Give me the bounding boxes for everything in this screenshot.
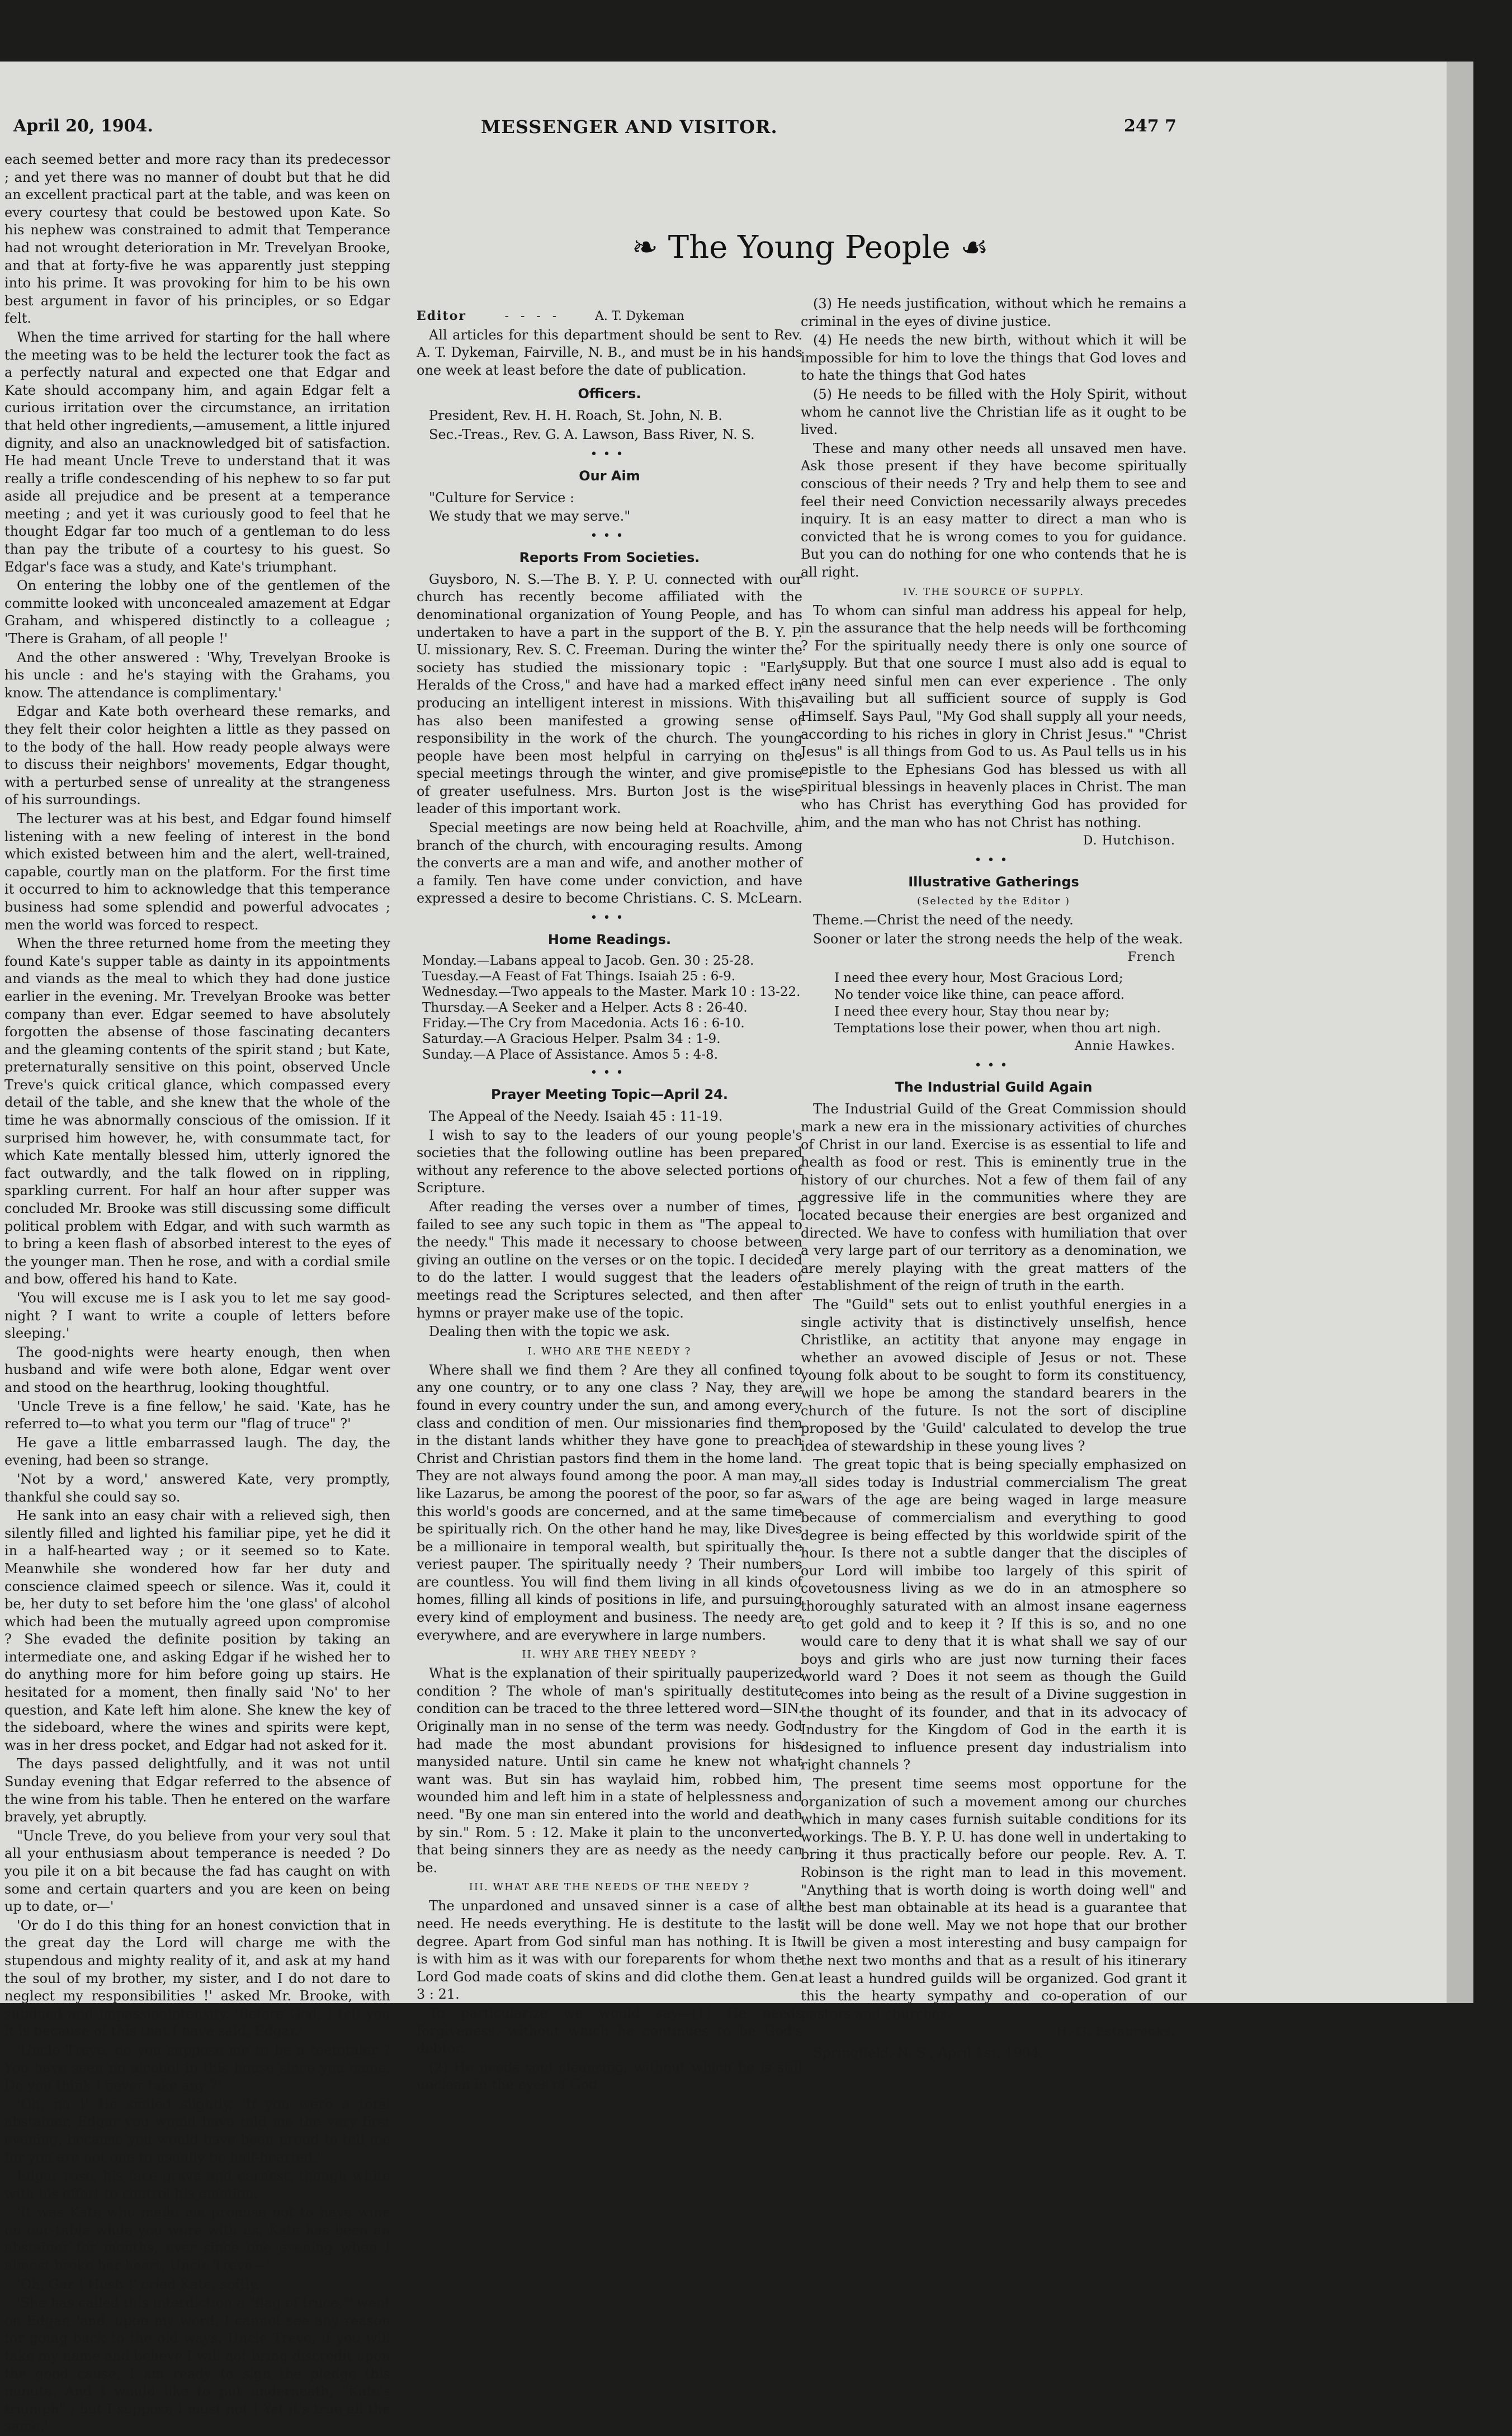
story-paragraph: 'Not by a word,' answered Kate, very promptly, thankful she could say so. — [4, 1471, 390, 1505]
story-paragraph: Edgar rose, his face grave and earnest, though white with his effort to control his emotion. — [4, 2168, 390, 2202]
signature: H. G. Estabrooks. — [1056, 2025, 1175, 2040]
quote-attribution: French — [1127, 950, 1175, 965]
story-paragraph: 'She has called this interdiction a "flag of truce,"' went on Edgar, 'and, upon my word, I cannot see any reason for going back to the old ways. Uncle Treve, if you will take my name and believe I will not bring discredit upon the good cause, I am ready to sign the pledge this minute. And I would like to put underneath, "Kate's triumph" ; but I suppose I must not ! Yet it's true all the same.' — [4, 2295, 390, 2435]
aim-heading: Our Aim — [579, 468, 640, 484]
needs-paragraph: (5) He needs to be filled with the Holy Spirit, without whom he cannot live the Christian life as it ought to be lived. — [801, 386, 1187, 438]
section-title-text: The Young People — [668, 229, 951, 266]
reports-heading: Reports From Societies. — [519, 549, 700, 565]
story-paragraph: And the other answered : 'Why, Trevelyan Brooke is his uncle : and he's staying with the Grahams, you know. The attendance is complimentary.' — [4, 649, 390, 701]
report-paragraph: Guysboro, N. S.—The B. Y. P. U. connected with our church has recently become affiliated with the denominational organization of Young People, and has undertaken to have a part in the support of the B. Y. P. U. missionary, Rev. S. C. Freeman. During the winter the society has studied the missionary topic : "Early Heralds of the Cross," and have had a marked effect in producing an intelligent interest in missions. With this has also been manifested a growing sense of responsibility in the work of the church. The young people have been most helpful in carrying on the special meetings through the winter, and give promise of greater usefulness. Mrs. Burton Jost is the wise leader of this important work. — [417, 571, 802, 817]
story-paragraph: When the three returned home from the meeting they found Kate's supper table as dainty in its appointments and viands as the meal to which they had done justice earlier in the evening. Mr. Trevelyan Brooke was better company than ever. Edgar seemed to have absolutely forgotten the absense of those fascinating decanters and the gleaming contents of the spirit stand ; but Kate, preternaturally sensitive on this point, observed Uncle Treve's quick critical glance, which compassed every detail of the table, and she knew that the whole of the time he was abnormally conscious of the omission. If it surprised him however, he, with consummate tact, for which Kate mentally blessed him, utterly ignored the fact outwardly, and the talk flowed on in rippling, sparkling current. For half an hour after supper was concluded Mr. Brooke was still discussing some difficult political problem with Edgar, and with such warmth as to bring a keen flash of absorbed interest to the eyes of the younger man. Then he rose, and with a cordial smile and bow, offered his hand to Kate. — [4, 936, 390, 1287]
needs-paragraph: (2) He needs soul cleansing, without which he is still unclean in the eyes of God. — [417, 2059, 802, 2093]
page-edge — [1447, 62, 1473, 2003]
divider-dots: ••• — [590, 528, 629, 543]
story-paragraph: He gave a little embarrassed laugh. The day, the evening, had been so strange. — [4, 1434, 390, 1469]
story-paragraph: The good-nights were hearty enough, then when husband and wife were both alone, Edgar went over and stood on the hearthrug, looking thoughtful. — [4, 1344, 390, 1395]
young-people-column-1 — [417, 308, 802, 2093]
divider-dots: ••• — [974, 853, 1013, 868]
poem-line: I need thee every hour, Stay thou near by; — [834, 1004, 1110, 1019]
reading-item: Saturday.—A Gracious Helper. Psalm 34 : 1-9. — [422, 1032, 721, 1047]
needs-paragraph: (3) He needs justification, without which he remains a criminal in the eyes of divine justice. — [801, 296, 1187, 329]
story-paragraph: On entering the lobby one of the gentlemen of the committe looked with unconcealed amazement at Edgar Graham, and whispered distinctly to a colleague ; 'There is Graham, of all people !' — [4, 578, 390, 647]
signature: D. Hutchison. — [1083, 834, 1175, 848]
story-paragraph: When the time arrived for starting for the hall where the meeting was to be held the lecturer took the fact as a perfectly natural and expected one that Edgar and Kate should accompany him, and again Edgar felt a curious irritation over the circumstance, an irritation that held other ingredients,—amusement, a little injured dignity, and also an unacknowledged bit of satisfaction. He had meant Uncle Treve to understand that it was really a trifle condescending of his nephew to so far put aside all prejudice and be present at a temperance meeting ; and yet it was curiously good to feel that he thought Edgar far too much of a gentleman to do less than pay the tribute of a courtesy to his guest. So Edgar's face was a study, and Kate's triumphant. — [4, 329, 390, 575]
story-column — [4, 151, 390, 2435]
dateline: Springfield, N. S., April 1st, 1904. — [813, 2045, 1043, 2061]
needs-paragraph: The unpardoned and unsaved sinner is a case of all need. He needs everything. He is destitute to the last degree. Apart from God sinful man has nothing. It is It is with him as it was with our foreparents for whom the Lord God made coats of skins and did clothe them. Gen. 3 : 21. — [417, 1898, 802, 2003]
needs-paragraph: (4) He needs the new birth, without which it will be impossible for him to love the things that God loves and to hate the things that God hates — [801, 332, 1187, 384]
aim-line: "Culture for Service : — [429, 489, 575, 506]
story-paragraph: 'Oh, Gar ! Hush !' cried Kate, softly. — [17, 2276, 260, 2292]
subheading: II. WHY ARE THEY NEEDY ? — [522, 1649, 697, 1661]
report-paragraph: Special meetings are now being held at Roachville, a branch of the church, with encouraging results. Among the converts are a man and wife, and another mother of a family. Ten have come under conviction, and have expressed a desire to become Christians. C. S. McLearn. — [417, 820, 802, 907]
poem-line: Temptations lose their power, when thou art nigh. — [834, 1021, 1161, 1036]
story-paragraph: 'It was Kate who made me promise not to have wine on our table while you were with us. Kate has been an abstainer for months, ever since one evening when I almost broke her heart, Uncle Treve—' — [4, 2204, 390, 2274]
story-paragraph: 'Oh, no !' He smiled slightly. 'If you were a total abstainer, Edgar you would have told me the very first evening, because you would have been proud to tell me for you are not one to usually be half-hearted.' — [4, 2096, 390, 2165]
page-number: 247 7 — [1124, 116, 1176, 136]
divider-dots: ••• — [974, 1059, 1013, 1073]
prayer-heading: Prayer Meeting Topic—April 24. — [491, 1087, 728, 1103]
editor-line: Editor - - - - A. T. Dykeman — [417, 309, 684, 323]
poem-line: I need thee every hour, Most Gracious Lord; — [834, 971, 1123, 986]
prayer-topic: The Appeal of the Needy. Isaiah 45 : 11-19. — [429, 1108, 723, 1125]
reading-item: Tuesday.—A Feast of Fat Things. Isaiah 25 : 6-9. — [422, 969, 736, 984]
supply-paragraph: To whom can sinful man address his appeal for help, in the assurance that the help needs will be forthcoming ? For the spiritually needy there is only one source of supply. But that one source I must also add is equal to any need sinful men can ever experience . The only availing but all sufficient source of supply is God Himself. Says Paul, "My God shall supply all your needs, according to his riches in glory in Christ Jesus." "Christ Jesus" is all things from God to us. As Paul tells us in his epistle to the Ephesians God has blessed us with all spiritual blessings in heavenly places in Christ. The man who has Christ has everything God has provided for him, and the man who has not Christ has nothing. — [801, 602, 1187, 830]
quote-line: Sooner or later the strong needs the help of the weak. — [813, 931, 1183, 947]
newspaper-page — [0, 62, 1473, 2435]
why-paragraph: What is the explanation of their spiritually pauperized condition ? The whole of man's spiritually destitute condition can be traced to the three lettered word—SIN. Originally man in no sense of the term was needy. God had made the most abundant provisions for his manysided nature. Until sin came he knew not what want was. But sin has waylaid him, robbed him, wounded him and left him in a state of helplessness and need. "By one man sin entered into the world and death by sin." Rom. 5 : 12. Make it plain to the unconverted that being sinners they are as needy as the needy can be. — [417, 1665, 802, 1876]
officer-president: President, Rev. H. H. Roach, St. John, N. B. — [429, 408, 722, 424]
section-title — [632, 229, 989, 266]
home-readings-heading: Home Readings. — [547, 932, 672, 948]
guild-paragraph: The present time seems most opportune for the organization of such a movement among our churches which in many cases furnish suitable conditions for its workings. The B. Y. P. U. has done well in undertaking to bring it thus practically before our people. Rev. A. T. Robinson is the right man to lead in this movement. "Anything that is worth doing is worth doing well" and the best man obtainable at its head is a guarantee that it will be done well. May we not hope that our brother will be given a most interesting and busy campaign for the next two months and that as a result of his itinerary at least a hundred guilds will be organized. God grant it this the hearty sympathy and co-operation of our pastors and churches. — [801, 1776, 1187, 2022]
ornament-icon: ❧ — [632, 229, 668, 266]
guild-paragraph: The great topic that is being specially emphasized on all sides today is Industrial commercialism The great wars of the age are being waged in large measure because of commercialism and everything to good degree is being effected by this worldwide spirit of the hour. Is there not a subtle danger that the disciples of our Lord will imbibe too largely of this spirit of covetousness living as we do in an atmosphere so thoroughly saturated with an almost insane eagerness to get gold and to keep it ? If this is so, and no one would care to deny that it is what shall we say of our boys and girls who are just now turning their faces world ward ? Does it not seem as though the Guild comes into being as the result of a Divine suggestion in the thought of its founder, and that in its advocacy of Industry for the Kingdom of God in the earth it is designed to influence present day industrialism into right channels ? — [801, 1457, 1187, 1773]
guild-paragraph: The "Guild" sets out to enlist youthful energies in a single activity that is distinctively unselfish, hence Christlike, an actitity that anyone may engage in whether an avowed disciple of Jesus or not. These young folk about to be sought to form its constituency, will we hope be among the standard bearers in the church of the future. Is not the sort of discipline proposed by the 'Guild' calculated to develop the true idea of stewardship in these young lives ? — [801, 1296, 1187, 1454]
story-paragraph: 'Uncle Treve, do you suppose me to be a teetotaler ? You have seen no alcohol in this house since you came. Do you think I never take any ?' — [4, 2042, 390, 2094]
reading-item: Sunday.—A Place of Assistance. Amos 5 : 4-8. — [422, 1047, 718, 1063]
story-paragraph: 'You will excuse me is I ask you to let me say good-night ? I want to write a couple of letters before sleeping.' — [4, 1290, 390, 1342]
subheading: III. WHAT ARE THE NEEDS OF THE NEEDY ? — [469, 1881, 750, 1894]
issue-date: April 20, 1904. — [13, 116, 153, 136]
submission-notice: All articles for this department should be sent to Rev. A. T. Dykeman, Fairville, N. B., and must be in his hands one week at least before the date of publication. — [417, 327, 802, 378]
story-paragraph: 'Uncle Treve is a fine fellow,' he said. 'Kate, has he referred to—to what you term our "flag of truce" ?' — [4, 1398, 390, 1432]
illustrative-heading: Illustrative Gatherings — [908, 874, 1079, 890]
poem-line: No tender voice like thine, can peace afford. — [834, 988, 1125, 1003]
subheading: IV. THE SOURCE OF SUPPLY. — [903, 586, 1085, 598]
guild-heading: The Industrial Guild Again — [895, 1079, 1093, 1096]
prayer-paragraph: After reading the verses over a number of times, I failed to see any such topic in them as "The appeal to the needy." This made it necessary to choose between giving an outline on the verses or on the topic. I decided to do the latter. I would suggest that the leaders of meetings read the Scriptures selected, and then after hymns or prayer make use of the topic. — [417, 1199, 802, 1321]
story-paragraph: Edgar and Kate both overheard these remarks, and they felt their color heighten a little as they passed on to the body of the hall. How ready people always were to discuss their neighbors' movements, Edgar thought, with a perturbed sense of unreality at the strangeness of his surroundings. — [4, 704, 390, 808]
story-paragraph: 'Or do I do this thing for an honest conviction that in the great day the Lord will charge me with the stupendous and mighty reality of it, and ask at my hand the soul of my brother, my sister, and I do not dare to neglect my responsibilities !' asked Mr. Brooke, with subdued and impassionintensity. 'Before God, I tell you it is because of this that I have said, Edgar.' — [4, 1917, 390, 2040]
poem-attribution: Annie Hawkes. — [1074, 1039, 1175, 1054]
prayer-paragraph: Dealing then with the topic we ask. — [429, 1324, 670, 1340]
subheading: I. WHO ARE THE NEEDY ? — [527, 1345, 692, 1357]
story-paragraph: "Uncle Treve, do you believe from your very soul that all your enthusiasm about temperance is needed ? Do you pile it on a bit because the fad has caught on with some and certain quarters and you are keen on being up to date, or—' — [4, 1828, 390, 1915]
officer-secretary: Sec.-Treas., Rev. G. A. Lawson, Bass River, N. S. — [429, 426, 755, 442]
divider-dots: ••• — [590, 911, 629, 926]
divider-dots: ••• — [590, 447, 629, 461]
needs-paragraph: To particularize we would say—(1) He needs forgiveness, without which he continues to be God's debtor. — [417, 2005, 802, 2057]
hymn-verse — [834, 970, 1187, 1037]
young-people-column-2 — [801, 295, 1187, 2061]
needy-paragraph: Where shall we find them ? Are they all confined to any one country, or to any one class ? Nay, they are found in every country under the sun, and among every class and condition of men. Our missionaries find them in the distant lands whither they have gone to preach Christ and Christian pastors find them in the home land. They are not always found among the poor. A man may, like Lazarus, be among the poorest of the poor, so far as this world's goods are concerned, and at the same time be spiritually rich. On the other hand he may, like Dives be a millionaire in temporal wealth, but spiritually the veriest pauper. The spiritually needy ? Their numbers are countless. You will find them living in all kinds of homes, filling all kinds of positions in life, and pursuing every kind of employment and business. The needy are everywhere, and are everywhere in large numbers. — [417, 1362, 802, 1643]
story-paragraph: each seemed better and more racy than its predecessor ; and yet there was no manner of doubt but that he did an excellent practical part at the table, and was keen on every courtesy that could be bestowed upon Kate. So his nephew was constrained to admit that Temperance had not wrought deterioration in Mr. Trevelyan Brooke, and that at forty-five he was apparently just stepping into his prime. It was provoking for him to be his own best argument in favor of his principles, or so Edgar felt. — [4, 152, 390, 327]
theme-line: Theme.—Christ the need of the needy. — [813, 912, 1074, 928]
reading-item: Wednesday.—Two appeals to the Master. Mark 10 : 13-22. — [422, 985, 801, 1000]
illustrative-subheading: (Selected by the Editor ) — [916, 895, 1071, 908]
reading-item: Friday.—The Cry from Macedonia. Acts 16 : 6-10. — [422, 1016, 745, 1031]
story-paragraph: He sank into an easy chair with a relieved sigh, then silently filled and lighted his familiar pipe, yet he did it in a half-hearted way ; or it seemed so to Kate. Meanwhile she wondered how far her duty and conscience claimed speech or silence. Was it, could it be, her duty to set before him the 'one glass' of alcohol which had been the mutually agreed upon compromise ? She evaded the definite position by taking an intermediate one, and asking Edgar if he wished her to do anything more for him before going up stairs. He hesitated for a moment, then finally said 'No' to her question, and Kate left him alone. She knew the key of the sideboard, where the wines and spirits were kept, was in her dress pocket, and Edgar had not asked for it. — [4, 1508, 390, 1753]
reading-item: Monday.—Labans appeal to Jacob. Gen. 30 : 25-28. — [422, 953, 754, 969]
divider-dots: ••• — [590, 1066, 629, 1080]
story-paragraph: The days passed delightfully, and it was not until Sunday evening that Edgar referred to the absence of the wine from his table. Then he entered on the warfare bravely, yet abruptly. — [4, 1756, 390, 1825]
prayer-paragraph: I wish to say to the leaders of our young people's societies that the following outline has been prepared without any reference to the above selected portions of Scripture. — [417, 1127, 802, 1196]
masthead: MESSENGER AND VISITOR. — [481, 116, 778, 138]
officers-heading: Officers. — [578, 386, 641, 402]
needs-paragraph: These and many other needs all unsaved men have. Ask those present if they have become spiritually conscious of their needs ? Try and help them to see and feel their need Conviction necessarily always precedes inquiry. It is an easy matter to direct a man who is convicted that he is wrong comes to you for guidance. But you can do nothing for one who contends that he is all right. — [801, 440, 1187, 580]
guild-paragraph: The Industrial Guild of the Great Commission should mark a new era in the missionary activities of churches of Christ in our land. Exercise is as essential to life and health as food or rest. This is eminently true in the history of our churches. Not a few of them fail of any aggressive life in the communities where they are located because their energies are best organized and directed. We have to confess with humiliation that over a very large part of our territory as a denomination, we are merely playing with the great matters of the establishment of the reign of truth in the earth. — [801, 1101, 1187, 1294]
aim-line: We study that we may serve." — [429, 508, 631, 525]
reading-item: Thursday.—A Seeker and a Helper. Acts 8 : 26-40. — [422, 1000, 748, 1016]
story-paragraph: The lecturer was at his best, and Edgar found himself listening with a new feeling of interest in the bond which existed between him and the alert, well-trained, capable, courtly man on the platform. For the first time it occurred to him to acknowledge that this temperance business had some splendid and powerful advocates ; men the world was forced to respect. — [4, 810, 390, 933]
readings-list — [422, 953, 802, 1063]
ornament-icon: ☙ — [950, 229, 989, 266]
